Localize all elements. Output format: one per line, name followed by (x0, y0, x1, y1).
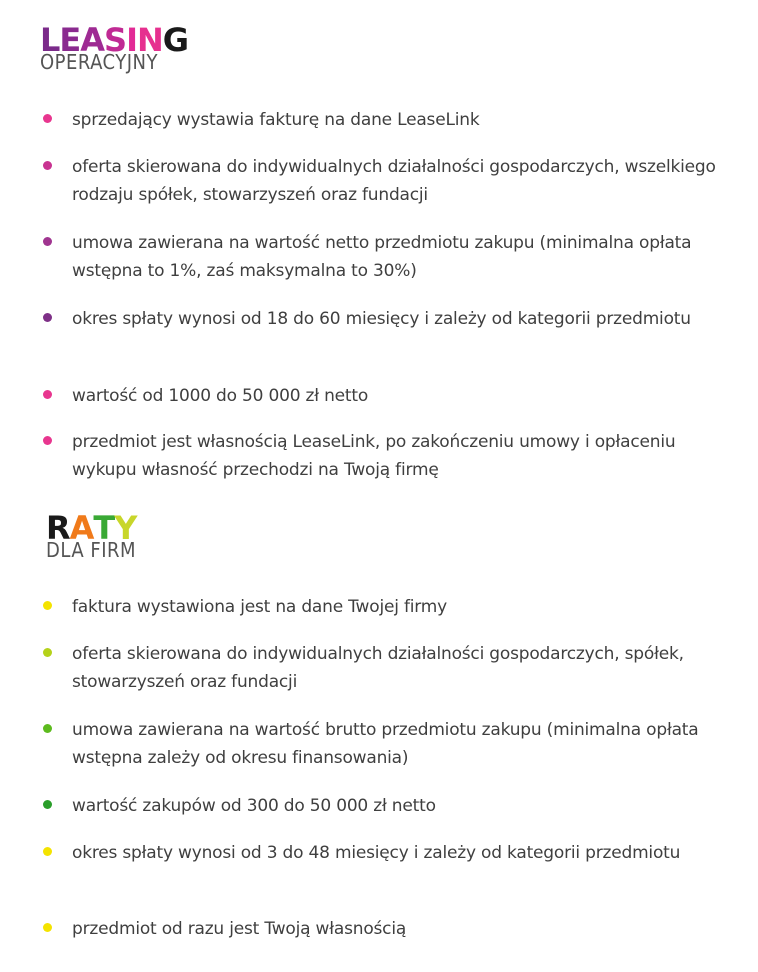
logo-letter: A (80, 21, 105, 59)
raty-logo-subtitle: DLA FIRM (46, 538, 137, 562)
raty-logo (46, 509, 758, 562)
list-item-text: oferta skierowana do indywidualnych działalności gospodarczych, wszelkiego rodzaju spółek, stowarzyszeń oraz fundacji (72, 157, 716, 205)
logo-letter: I (126, 21, 137, 59)
list-item-text: faktura wystawiona jest na dane Twojej firmy (72, 597, 447, 617)
bullet-dot-icon (43, 648, 52, 657)
list-item-text: okres spłaty wynosi od 18 do 60 miesięcy i zależy od kategorii przedmiotu (72, 309, 691, 329)
logo-letter: G (162, 21, 189, 59)
logo-letter: L (40, 21, 60, 59)
list-item-text: wartość zakupów od 300 do 50 000 zł netto (72, 796, 436, 816)
bullet-dot-icon (43, 800, 52, 809)
bullet-dot-icon (43, 601, 52, 610)
logo-letter: R (46, 509, 70, 547)
list-item-text: wartość od 1000 do 50 000 zł netto (72, 386, 369, 406)
logo-letter: Y (114, 509, 137, 547)
raty-section (0, 509, 758, 939)
list-item-text: sprzedający wystawia fakturę na dane LeaseLink (72, 110, 480, 130)
logo-letter: S (104, 21, 127, 59)
bullet-dot-icon (43, 923, 52, 932)
leasing-section (0, 21, 758, 480)
bullet-dot-icon (43, 114, 52, 123)
bullet-dot-icon (43, 390, 52, 399)
logo-letter: T (93, 509, 115, 547)
logo-letter: E (59, 21, 81, 59)
leasing-logo (40, 21, 758, 74)
logo-letter: N (136, 21, 163, 59)
bullet-dot-icon (43, 436, 52, 445)
raty-logo-title (46, 509, 758, 547)
list-item-text: przedmiot od razu jest Twoją własnością (72, 919, 407, 939)
bullet-dot-icon (43, 847, 52, 856)
bullet-dot-icon (43, 724, 52, 733)
list-item-text: oferta skierowana do indywidualnych działalności gospodarczych, spółek, stowarzyszeń oraz fundacji (72, 644, 684, 692)
logo-letter: A (69, 509, 94, 547)
list-item-text: umowa zawierana na wartość brutto przedmiotu zakupu (minimalna opłata wstępna zależy od okresu finansowania) (72, 720, 699, 768)
bullet-dot-icon (43, 313, 52, 322)
bullet-dot-icon (43, 237, 52, 246)
list-item-text: umowa zawierana na wartość netto przedmiotu zakupu (minimalna opłata wstępna to 1%, zaś maksymalna to 30%) (72, 233, 692, 281)
list-item-text: okres spłaty wynosi od 3 do 48 miesięcy i zależy od kategorii przedmiotu (72, 843, 681, 863)
list-item-text: przedmiot jest własnością LeaseLink, po zakończeniu umowy i opłaceniu wykupu własność przechodzi na Twoją firmę (72, 432, 676, 480)
leasing-logo-subtitle: OPERACYJNY (40, 50, 158, 74)
bullet-dot-icon (43, 161, 52, 170)
